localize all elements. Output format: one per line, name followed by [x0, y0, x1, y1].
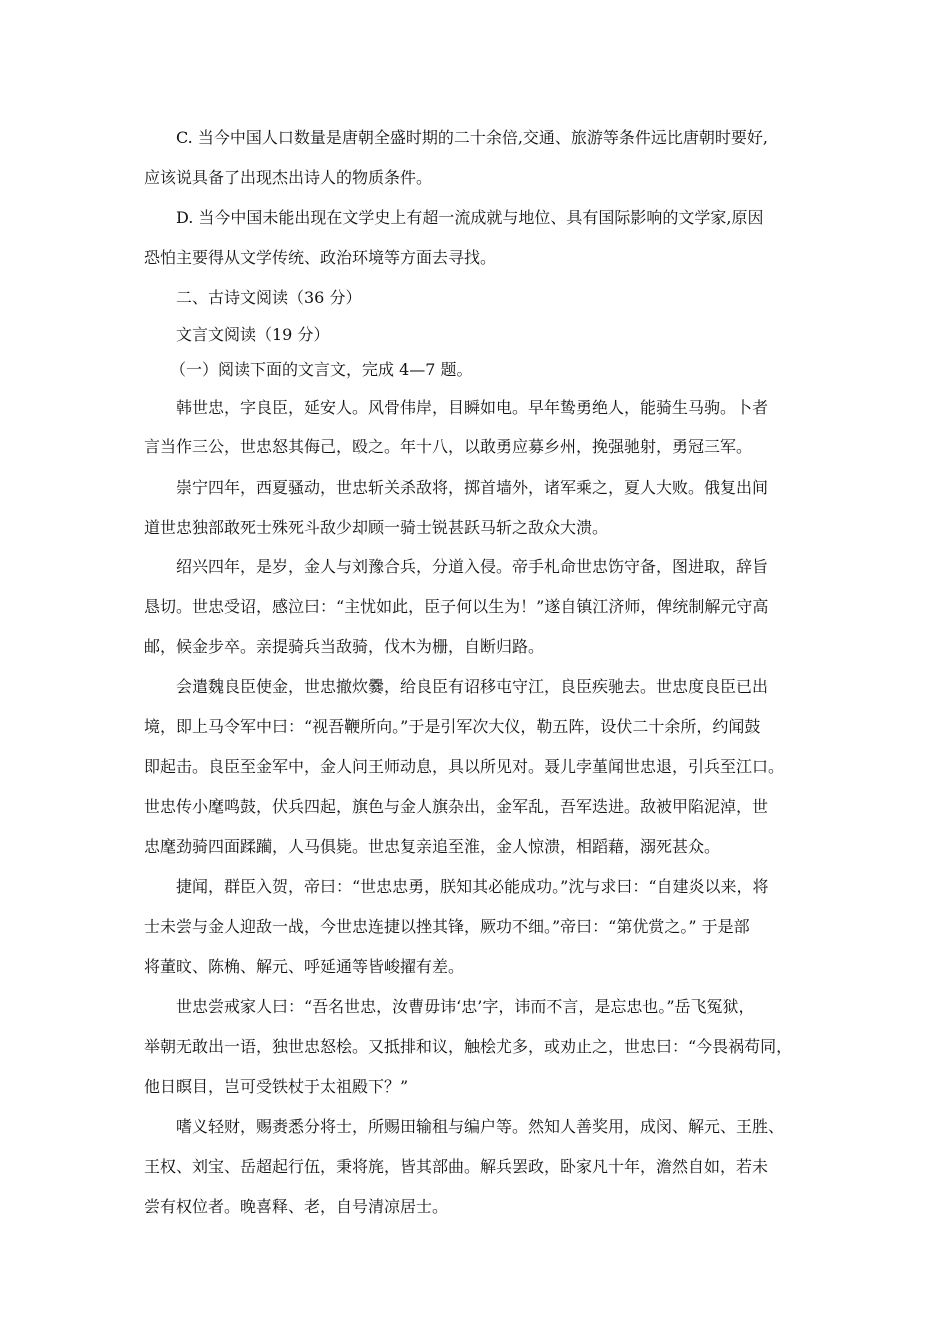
passage-line: 绍兴四年，是岁，金人与刘豫合兵，分道入侵。帝手札命世忠饬守备，图进取，辞旨 [176, 557, 769, 576]
passage-line: 境，即上马令军中曰：“视吾鞭所向。”于是引军次大仪，勒五阵，设伏二十余所，约闻鼓 [144, 717, 761, 736]
passage-line: 世忠尝戒家人曰：“吾名世忠，汝曹毋讳‘忠’字，讳而不言，是忘忠也。”岳飞冤狱， [176, 997, 755, 1016]
passage-line: 恳切。世忠受诏，感泣曰：“主忧如此，臣子何以生为！”遂自镇江济师，俾统制解元守高 [144, 597, 769, 616]
option-d-line-1: D. 当今中国未能出现在文学史上有超一流成就与地位、具有国际影响的文学家,原因 [176, 208, 764, 227]
passage-line: 将董旼、陈桷、解元、呼延通等皆峻擢有差。 [144, 957, 465, 976]
passage-line: 世忠传小麾鸣鼓，伏兵四起，旗色与金人旗杂出，金军乱，吾军迭进。敌被甲陷泥淖，世 [144, 797, 769, 816]
passage-line: 邮，候金步卒。亲提骑兵当敌骑，伐木为栅，自断归路。 [144, 637, 545, 656]
passage-line: 会遣魏良臣使金，世忠撤炊爨，给良臣有诏移屯守江，良臣疾驰去。世忠度良臣已出 [176, 677, 769, 696]
passage-line: 士未尝与金人迎敌一战，今世忠连捷以挫其锋，厥功不细。”帝曰：“第优赏之。” 于是部 [144, 917, 750, 936]
passage-line: 嗜义轻财，赐赉悉分将士，所赐田输租与编户等。然知人善奖用，成闵、解元、王胜、 [176, 1117, 785, 1136]
passage-line: 他日瞑目，岂可受铁杖于太祖殿下？” [144, 1077, 409, 1096]
passage-line: 言当作三公，世忠怒其侮己，殴之。年十八，以敢勇应募乡州，挽强驰射，勇冠三军。 [144, 437, 753, 456]
instruction-line: （一）阅读下面的文言文，完成 4—7 题。 [170, 360, 473, 379]
subsection-heading: 文言文阅读（19 分） [176, 325, 330, 344]
option-c-line-2: 应该说具备了出现杰出诗人的物质条件。 [144, 168, 433, 187]
passage-line: 崇宁四年，西夏骚动，世忠斩关杀敌将，掷首墙外，诸军乘之，夏人大败。俄复出间 [176, 478, 769, 497]
section-heading: 二、古诗文阅读（36 分） [176, 288, 362, 307]
passage-line: 即起击。良臣至金军中，金人问王师动息，具以所见对。聂儿孛堇闻世忠退，引兵至江口。 [144, 757, 785, 776]
passage-line: 王权、刘宝、岳超起行伍，秉将旄，皆其部曲。解兵罢政，卧家凡十年，澹然自如，若未 [144, 1157, 769, 1176]
passage-line: 尝有权位者。晚喜释、老，自号清凉居士。 [144, 1197, 449, 1216]
option-d-line-2: 恐怕主要得从文学传统、政治环境等方面去寻找。 [144, 248, 497, 267]
option-c-line-1: C. 当今中国人口数量是唐朝全盛时期的二十余倍,交通、旅游等条件远比唐朝时要好, [176, 128, 769, 147]
passage-line: 捷闻，群臣入贺，帝曰：“世忠忠勇，朕知其必能成功。”沈与求曰：“自建炎以来，将 [176, 877, 769, 896]
passage-line: 忠麾劲骑四面蹂躏，人马俱毙。世忠复亲追至淮，金人惊溃，相蹈藉，溺死甚众。 [144, 837, 721, 856]
passage-line: 道世忠独部敢死士殊死斗敌少却顾一骑士锐甚跃马斩之敌众大溃。 [144, 518, 609, 537]
passage-line: 韩世忠，字良臣，延安人。风骨伟岸，目瞬如电。早年鸷勇绝人，能骑生马驹。卜者 [176, 398, 769, 417]
passage-line: 举朝无敢出一语，独世忠怒桧。又抵排和议，触桧尤多，或劝止之，世忠曰：“今畏祸苟同， [144, 1037, 793, 1056]
